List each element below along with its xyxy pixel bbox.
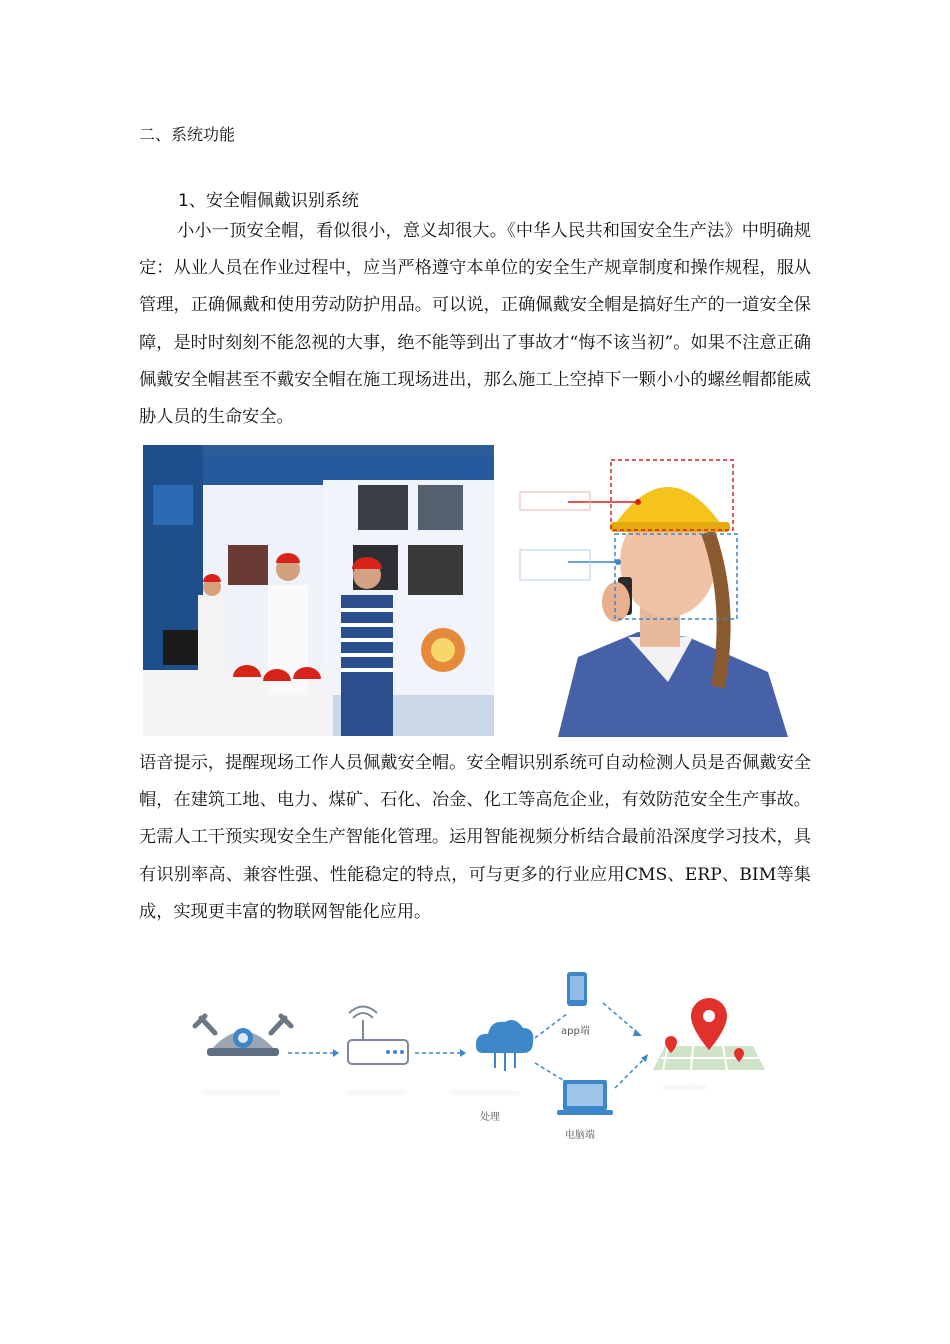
section-heading: 二、系统功能 xyxy=(139,125,236,144)
exhibition-photo xyxy=(143,445,494,736)
app-label: app端 xyxy=(561,1026,590,1037)
tablet-icon xyxy=(567,972,587,1006)
laptop-icon xyxy=(557,1080,613,1115)
intro-paragraph: 小小一顶安全帽，看似很小，意义却很大。《中华人民共和国安全生产法》中明确规定：从业人员在作业过程中，应当严格遵守本单位的安全生产规章制度和操作规程，服从管理，正确佩戴和使用劳动防护用品。可以说，正确佩戴安全帽是搞好生产的一道安全保障，是时时刻刻不能忽视的大事，绝不能等到出了事故才“悔不该当初”。如果不注意正确佩戴安全帽甚至不戴安全帽在施工现场进出，那么施工上空掉下一颗小小的螺丝帽都能威胁人员的生命安全。 xyxy=(139,221,811,428)
pc-label: 电脑端 xyxy=(565,1130,595,1141)
workflow-diagram: ▭▭▭▭▭▭▭▭▭ ▭▭▭▭▭▭▭ ▭▭▭▭▭▭▭▭ ▭▭▭▭▭ 处理 app端 电脑端 xyxy=(183,958,775,1158)
subsection-heading: 1、安全帽佩戴识别系统 xyxy=(178,191,359,211)
detection-paragraph: 语音提示，提醒现场工作人员佩戴安全帽。安全帽识别系统可自动检测人员是否佩戴安全帽，在建筑工地、电力、煤矿、石化、冶金、化工等高危企业，有效防范安全生产事故。无需人工干预实现安全生产智能化管理。运用智能视频分析结合最前沿深度学习技术，具有识别率高、兼容性强、性能稳定的特点，可与更多的行业应用CMS、ERP、BIM等集成，实现更丰富的物联网智能化应用。 xyxy=(139,753,811,922)
helmet-detection-photo xyxy=(518,442,809,737)
processing-label: 处理 xyxy=(480,1112,500,1123)
